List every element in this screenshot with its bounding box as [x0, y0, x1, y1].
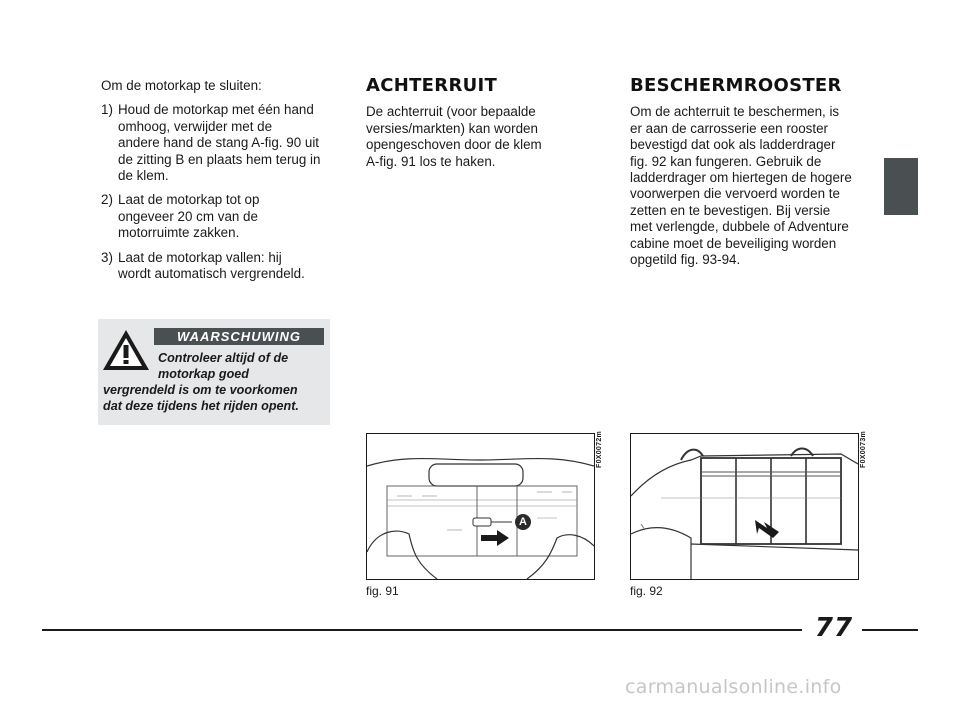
section-tab	[884, 158, 918, 215]
step-number: 2)	[101, 192, 113, 208]
body-line: met verlengde, dubbele of Adventure	[630, 219, 849, 235]
figure-caption: fig. 91	[366, 584, 399, 598]
body-line: fig. 92 kan fungeren. Gebruik de	[630, 153, 822, 169]
body-text	[630, 104, 862, 268]
step-line: de klem.	[118, 168, 169, 184]
callout-a: A	[515, 514, 531, 530]
figure-code: F0X0072m	[596, 430, 603, 468]
section-heading: ACHTERRUIT	[366, 75, 498, 96]
column-protection-grille	[630, 75, 862, 268]
footer-rule	[862, 629, 918, 631]
figure-code: F0X0073m	[860, 430, 867, 468]
body-line: voorwerpen die vervoerd worden te	[630, 186, 840, 202]
warning-line: Controleer altijd of de	[158, 351, 289, 365]
body-line: er aan de carrosserie een rooster	[630, 120, 828, 136]
body-line: opengeschoven door de klem	[366, 137, 542, 153]
step-item	[101, 250, 333, 283]
step-line: wordt automatisch vergrendeld.	[118, 266, 305, 282]
step-line: omhoog, verwijder met de	[118, 118, 273, 134]
step-line: Houd de motorkap met één hand	[118, 102, 314, 118]
rear-window-illustration	[367, 434, 594, 579]
steps-list	[101, 102, 333, 282]
step-line: de zitting B en plaats hem terug in	[118, 151, 321, 167]
step-line: Laat de motorkap vallen: hij	[118, 249, 282, 265]
body-line: Om de achterruit te beschermen, is	[630, 104, 840, 120]
step-line: motorruimte zakken.	[118, 225, 240, 241]
warning-label: WAARSCHUWING	[154, 328, 324, 345]
step-line: andere hand de stang A-fig. 90 uit	[118, 135, 320, 151]
body-text	[366, 104, 578, 170]
body-line: A-fig. 91 los te haken.	[366, 153, 496, 169]
body-line: versies/markten) kan worden	[366, 120, 538, 136]
body-line: opgetild fig. 93-94.	[630, 252, 741, 268]
step-number: 1)	[101, 102, 113, 118]
warning-line: motorkap goed	[158, 367, 249, 381]
step-line: ongeveer 20 cm van de	[118, 208, 258, 224]
intro-text: Om de motorkap te sluiten:	[101, 78, 262, 93]
body-line: bevestigd dat ook als ladderdrager	[630, 137, 836, 153]
step-item	[101, 192, 333, 241]
footer-rule	[42, 629, 802, 631]
figure-protection-grille	[630, 433, 859, 580]
warning-line: vergrendeld is om te voorkomen	[103, 383, 298, 397]
warning-text	[103, 350, 328, 414]
watermark: carmanualsonline.info	[625, 676, 842, 698]
figure-rear-window	[366, 433, 595, 580]
step-item	[101, 102, 333, 184]
body-line: De achterruit (voor bepaalde	[366, 104, 536, 120]
body-line: ladderdrager om hiertegen de hogere	[630, 170, 852, 186]
warning-box	[98, 319, 330, 425]
body-line: zetten en te bevestigen. Bij versie	[630, 202, 831, 218]
column-rear-window	[366, 75, 578, 170]
grille-illustration	[631, 434, 858, 579]
step-number: 3)	[101, 249, 113, 265]
figure-caption: fig. 92	[630, 584, 663, 598]
warning-line: dat deze tijdens het rijden opent.	[103, 399, 299, 413]
column-hood-closing	[101, 78, 333, 290]
body-line: cabine moet de beveiliging worden	[630, 235, 837, 251]
page-number: 77	[814, 613, 854, 643]
step-line: Laat de motorkap tot op	[118, 192, 260, 208]
section-heading: BESCHERMROOSTER	[630, 75, 842, 96]
